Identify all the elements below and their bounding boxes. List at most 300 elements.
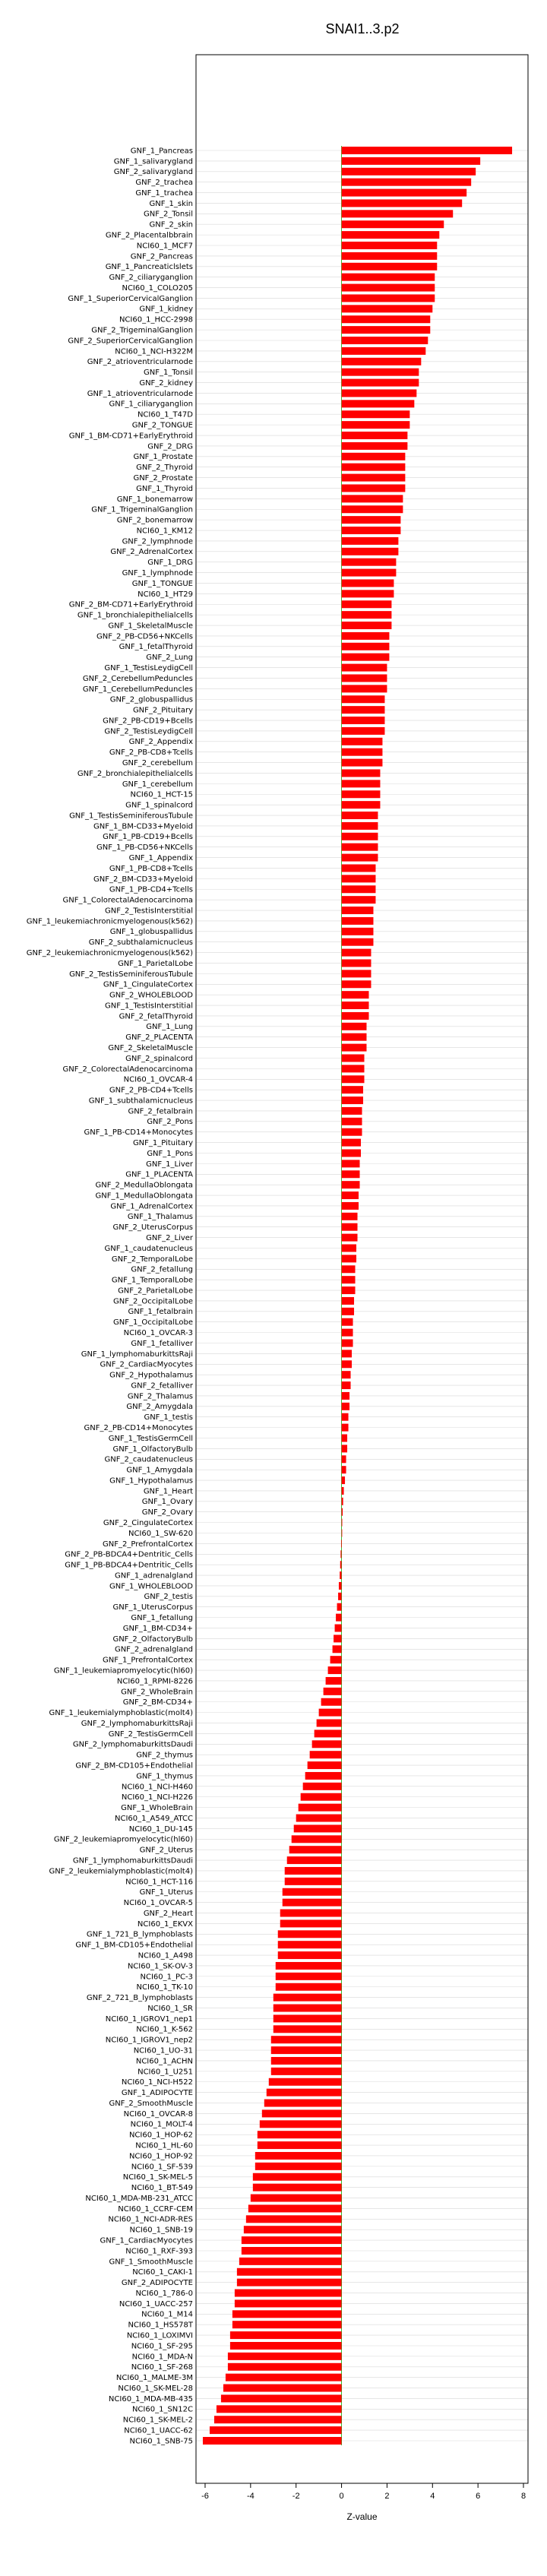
bar bbox=[342, 622, 392, 629]
category-label: GNF_2_CerebellumPeduncles bbox=[82, 674, 193, 683]
category-label: GNF_1_UterusCorpus bbox=[112, 1603, 193, 1612]
bar bbox=[342, 1213, 358, 1220]
category-label: GNF_1_PLACENTA bbox=[125, 1170, 193, 1179]
category-label: GNF_2_ColorectalAdenocarcinoma bbox=[62, 1065, 193, 1074]
bar bbox=[342, 653, 390, 661]
bar bbox=[342, 432, 408, 439]
bars bbox=[203, 147, 512, 2445]
category-label: NCI60_1_COLO205 bbox=[122, 283, 193, 293]
category-label: NCI60_1_SK-MEL-2 bbox=[122, 2416, 193, 2425]
category-label: GNF_1_leukemiapromyelocytic(hl60) bbox=[53, 1666, 193, 1676]
bar bbox=[342, 474, 406, 482]
category-label: GNF_1_CingulateCortex bbox=[103, 980, 193, 989]
category-label: GNF_2_BM-CD71+EarlyErythroid bbox=[68, 600, 193, 609]
bar bbox=[342, 1435, 347, 1442]
category-label: GNF_2_TrigeminalGanglion bbox=[91, 326, 193, 335]
category-label: GNF_2_bonemarrow bbox=[116, 516, 193, 525]
bar bbox=[342, 738, 383, 745]
bar bbox=[342, 231, 440, 239]
bar bbox=[276, 1983, 342, 1991]
category-label: NCI60_1_NCI-ADR-RES bbox=[108, 2215, 193, 2224]
x-tick-label: 8 bbox=[520, 2492, 526, 2501]
category-label: GNF_1_BM-CD105+Endothelial bbox=[75, 1941, 193, 1950]
bar bbox=[342, 1054, 365, 1062]
category-label: GNF_1_Pituitary bbox=[132, 1139, 193, 1148]
category-label: GNF_2_salivarygland bbox=[113, 168, 193, 177]
category-label: GNF_1_Thalamus bbox=[127, 1213, 193, 1222]
category-label: NCI60_1_SK-MEL-28 bbox=[118, 2384, 193, 2393]
category-label: NCI60_1_UACC-62 bbox=[124, 2426, 193, 2435]
category-label: NCI60_1_HCT-116 bbox=[125, 1878, 193, 1887]
category-label: GNF_1_testis bbox=[144, 1413, 193, 1422]
bar bbox=[342, 632, 390, 640]
category-label: GNF_1_TrigeminalGanglion bbox=[91, 505, 193, 514]
category-label: GNF_1_bronchialepithelialcells bbox=[77, 611, 193, 620]
bar bbox=[255, 2152, 342, 2160]
category-label: GNF_1_SmoothMuscle bbox=[109, 2258, 193, 2267]
category-label: GNF_1_Thyroid bbox=[136, 484, 193, 493]
bar bbox=[223, 2385, 342, 2392]
category-label: GNF_2_PrefrontalCortex bbox=[103, 1540, 193, 1549]
bar bbox=[312, 1740, 342, 1748]
category-label: NCI60_1_ACHN bbox=[135, 2057, 193, 2066]
category-label: GNF_1_caudatenucleus bbox=[104, 1244, 193, 1253]
bar bbox=[342, 1508, 343, 1516]
category-label: NCI60_1_RXF-393 bbox=[125, 2247, 193, 2256]
category-label: NCI60_1_IGROV1_nep1 bbox=[105, 2014, 193, 2024]
bar bbox=[276, 1973, 342, 1980]
category-label: GNF_2_CingulateCortex bbox=[103, 1519, 193, 1528]
bar bbox=[342, 421, 410, 429]
category-label: GNF_1_Pons bbox=[147, 1149, 193, 1158]
bar bbox=[342, 759, 383, 767]
category-label: NCI60_1_KM12 bbox=[136, 527, 193, 536]
bar bbox=[342, 147, 512, 154]
category-label: GNF_1_721_B_lymphoblasts bbox=[86, 1930, 193, 1939]
bar bbox=[342, 1097, 363, 1104]
bar bbox=[244, 2226, 342, 2233]
bar bbox=[280, 1910, 342, 1917]
category-label: NCI60_1_EKVX bbox=[137, 1919, 193, 1929]
category-label: GNF_2_Pons bbox=[147, 1118, 193, 1127]
category-label: GNF_1_fetallung bbox=[131, 1614, 193, 1623]
bar bbox=[274, 2014, 342, 2022]
bar bbox=[342, 1476, 345, 1484]
category-label: GNF_1_Pancreas bbox=[130, 147, 193, 156]
category-label: NCI60_1_SF-268 bbox=[131, 2363, 193, 2372]
category-label: NCI60_1_SF-295 bbox=[131, 2342, 193, 2351]
category-label: GNF_1_AdrenalCortex bbox=[110, 1202, 193, 1211]
bar bbox=[330, 1656, 342, 1663]
bar bbox=[342, 1424, 349, 1432]
bar bbox=[340, 1561, 342, 1568]
bar bbox=[342, 305, 433, 312]
category-label: GNF_2_DRG bbox=[147, 442, 193, 451]
category-label: GNF_1_TONGUE bbox=[131, 579, 193, 588]
category-label: GNF_2_721_B_lymphoblasts bbox=[86, 1994, 193, 2003]
category-label: GNF_2_CardiacMyocytes bbox=[100, 1360, 193, 1369]
bar bbox=[342, 938, 374, 946]
bar bbox=[342, 1371, 351, 1378]
bar bbox=[235, 2290, 342, 2297]
bar bbox=[342, 1340, 353, 1347]
bar bbox=[342, 833, 378, 840]
bar bbox=[342, 674, 387, 682]
category-label: GNF_2_lymphnode bbox=[122, 537, 193, 546]
category-label: NCI60_1_CCRF-CEM bbox=[118, 2204, 193, 2214]
category-label: GNF_2_WHOLEBLOOD bbox=[109, 991, 193, 1000]
bar bbox=[342, 1318, 353, 1326]
bar bbox=[342, 928, 374, 935]
bar bbox=[269, 2078, 342, 2086]
bar bbox=[271, 2046, 342, 2054]
bar bbox=[328, 1666, 342, 1674]
bar bbox=[342, 379, 419, 387]
bar bbox=[336, 1614, 341, 1622]
bar bbox=[289, 1846, 342, 1853]
category-label: NCI60_1_DU-145 bbox=[128, 1824, 193, 1834]
bar bbox=[258, 2141, 342, 2149]
category-label: GNF_2_thymus bbox=[136, 1751, 193, 1760]
category-label: NCI60_1_RPMI-8226 bbox=[116, 1677, 193, 1686]
category-label: NCI60_1_HS578T bbox=[128, 2321, 193, 2330]
bar bbox=[342, 1455, 346, 1463]
bar bbox=[342, 1466, 346, 1473]
bar bbox=[342, 1160, 360, 1167]
bar bbox=[253, 2173, 342, 2181]
x-tick-label: 2 bbox=[384, 2492, 390, 2501]
category-label: GNF_1_Tonsil bbox=[144, 369, 193, 378]
category-label: GNF_2_TestisInterstitial bbox=[104, 907, 193, 916]
bar bbox=[342, 1297, 354, 1305]
category-label: GNF_2_PB-BDCA4+Dentritic_Cells bbox=[65, 1550, 193, 1559]
bar bbox=[340, 1550, 341, 1558]
category-label: GNF_2_BM-CD33+Myeloid bbox=[93, 875, 193, 884]
category-label: GNF_1_BM-CD33+Myeloid bbox=[93, 822, 193, 831]
category-label: GNF_1_OccipitalLobe bbox=[113, 1318, 193, 1328]
category-label: GNF_1_Lung bbox=[146, 1023, 193, 1032]
bar bbox=[342, 1191, 359, 1199]
category-label: GNF_2_lymphomaburkittsDaudi bbox=[72, 1740, 193, 1749]
category-label: GNF_2_leukemialymphoblastic(molt4) bbox=[49, 1867, 193, 1876]
category-label: GNF_1_fetalliver bbox=[131, 1339, 193, 1348]
bar bbox=[226, 2374, 342, 2381]
bar bbox=[253, 2184, 342, 2191]
bar bbox=[285, 1867, 342, 1875]
bar bbox=[342, 1244, 356, 1252]
category-label: GNF_1_TestisLeydigCell bbox=[104, 663, 193, 672]
x-tick-label: 0 bbox=[339, 2492, 344, 2501]
bar bbox=[342, 1276, 356, 1283]
bar bbox=[342, 959, 372, 967]
category-label: GNF_1_skin bbox=[149, 199, 193, 208]
bar bbox=[342, 337, 428, 344]
x-tick-label: -6 bbox=[201, 2492, 209, 2501]
category-label: GNF_1_Pancreaticlslets bbox=[105, 263, 193, 272]
bar bbox=[333, 1645, 342, 1653]
bar bbox=[342, 600, 392, 608]
bar bbox=[262, 2109, 342, 2117]
bar bbox=[342, 1498, 343, 1505]
bar bbox=[342, 1413, 349, 1421]
bar bbox=[342, 537, 399, 545]
category-label: NCI60_1_NCI-H460 bbox=[121, 1783, 193, 1792]
category-label: NCI60_1_SF-539 bbox=[131, 2163, 193, 2172]
bar bbox=[210, 2426, 342, 2434]
category-label: GNF_1_trachea bbox=[135, 188, 193, 198]
bar bbox=[342, 896, 376, 903]
bar bbox=[342, 1360, 352, 1368]
category-label: GNF_1_PB-BDCA4+Dentritic_Cells bbox=[65, 1561, 193, 1570]
category-label: NCI60_1_U251 bbox=[138, 2068, 193, 2077]
bar bbox=[342, 1075, 365, 1083]
category-label: GNF_2_ADIPOCYTE bbox=[121, 2279, 193, 2288]
bar bbox=[324, 1688, 342, 1695]
category-label: NCI60_1_HCT-15 bbox=[130, 790, 193, 799]
category-label: GNF_2_TestisSeminiferousTubule bbox=[69, 970, 193, 979]
bar bbox=[342, 643, 390, 650]
bar bbox=[278, 1941, 342, 1948]
category-label: GNF_1_thymus bbox=[136, 1772, 193, 1781]
category-label: NCI60_1_BT-549 bbox=[131, 2184, 193, 2193]
category-label: NCI60_1_MDA-MB-231_ATCC bbox=[85, 2194, 193, 2203]
bar bbox=[342, 843, 378, 851]
bar bbox=[342, 1530, 343, 1537]
bar bbox=[217, 2405, 342, 2413]
category-label: GNF_2_Liver bbox=[146, 1234, 193, 1243]
bar bbox=[342, 569, 397, 577]
category-label: GNF_1_Prostate bbox=[133, 453, 193, 462]
bar bbox=[342, 410, 410, 418]
category-label: GNF_2_TONGUE bbox=[131, 421, 193, 430]
category-label: GNF_1_Uterus bbox=[139, 1888, 193, 1897]
category-label: GNF_1_kidney bbox=[139, 305, 193, 314]
bar bbox=[342, 590, 394, 597]
bar bbox=[271, 2057, 342, 2065]
category-label: NCI60_1_A549_ATCC bbox=[115, 1814, 193, 1823]
category-label: NCI60_1_OVCAR-4 bbox=[123, 1075, 193, 1084]
category-label: GNF_1_Appendix bbox=[128, 853, 193, 862]
category-label: GNF_2_SkeletalMuscle bbox=[108, 1043, 193, 1052]
bar bbox=[342, 274, 435, 281]
bar bbox=[342, 664, 387, 672]
bar bbox=[342, 484, 406, 492]
bar bbox=[274, 1994, 342, 2002]
category-label: GNF_2_Ovary bbox=[141, 1508, 193, 1517]
bar bbox=[287, 1856, 342, 1864]
bar bbox=[342, 885, 376, 893]
category-label: NCI60_1_CAKI-1 bbox=[132, 2268, 193, 2277]
category-label: GNF_1_PB-CD14+Monocytes bbox=[84, 1128, 193, 1138]
category-label: GNF_1_PB-CD4+Tcells bbox=[109, 885, 193, 894]
bar bbox=[342, 369, 419, 376]
category-label: GNF_1_Amygdala bbox=[126, 1466, 193, 1475]
bar bbox=[342, 453, 406, 460]
bar bbox=[342, 970, 372, 977]
category-label: NCI60_1_IGROV1_nep2 bbox=[105, 2036, 193, 2045]
category-label: GNF_1_PB-CD8+Tcells bbox=[109, 864, 193, 873]
x-tick-label: -4 bbox=[246, 2492, 255, 2501]
category-label: GNF_1_ciliaryganglion bbox=[109, 400, 193, 409]
category-label: GNF_2_PB-CD14+Monocytes bbox=[84, 1424, 193, 1433]
category-label: GNF_2_Prostate bbox=[133, 473, 193, 483]
bar bbox=[342, 1170, 360, 1178]
bar bbox=[338, 1593, 341, 1600]
bar bbox=[294, 1824, 342, 1832]
category-label: GNF_2_spinalcord bbox=[125, 1054, 193, 1063]
bar bbox=[342, 1065, 365, 1072]
category-label: GNF_2_MedullaOblongata bbox=[95, 1181, 193, 1190]
bar bbox=[305, 1772, 342, 1780]
bar bbox=[342, 1044, 367, 1052]
category-label: GNF_1_subthalamicnucleus bbox=[88, 1097, 193, 1106]
category-label: NCI60_1_MALME-3M bbox=[115, 2374, 193, 2383]
category-label: GNF_1_WHOLEBLOOD bbox=[109, 1582, 193, 1591]
category-label: GNF_2_Pancreas bbox=[130, 252, 193, 261]
bar bbox=[342, 801, 381, 809]
bar bbox=[342, 1128, 362, 1136]
bar bbox=[342, 579, 394, 587]
category-label: GNF_2_Appendix bbox=[128, 738, 193, 747]
category-label: NCI60_1_786-0 bbox=[135, 2289, 193, 2298]
bar bbox=[342, 516, 401, 524]
bar bbox=[342, 548, 399, 555]
x-tick-label: -2 bbox=[292, 2492, 300, 2501]
bar bbox=[342, 822, 378, 830]
category-label: GNF_2_skin bbox=[149, 220, 193, 229]
category-label: NCI60_1_PC-3 bbox=[140, 1973, 193, 1982]
bar bbox=[317, 1720, 342, 1727]
bar bbox=[235, 2299, 342, 2307]
category-label: NCI60_1_MDA-N bbox=[131, 2353, 193, 2362]
category-label: GNF_2_TestisGermCell bbox=[108, 1729, 193, 1739]
category-label: GNF_1_TemporalLobe bbox=[111, 1276, 193, 1285]
category-label: GNF_2_cerebellum bbox=[122, 758, 193, 767]
bar bbox=[342, 769, 381, 777]
bar bbox=[342, 685, 387, 692]
bar bbox=[230, 2331, 342, 2339]
category-label: GNF_1_lymphomaburkittsRaji bbox=[81, 1350, 193, 1359]
category-label: GNF_1_ParietalLobe bbox=[118, 959, 193, 968]
category-label: GNF_1_adrenalgland bbox=[114, 1571, 193, 1581]
category-label: GNF_2_Pituitary bbox=[132, 706, 193, 715]
category-label: NCI60_1_SW-620 bbox=[128, 1529, 193, 1538]
x-axis-label: Z-value bbox=[346, 2511, 378, 2522]
category-label: GNF_1_leukemiachronicmyelogenous(k562) bbox=[26, 917, 193, 926]
category-label: GNF_1_cerebellum bbox=[122, 780, 193, 789]
bar bbox=[342, 199, 463, 207]
bar bbox=[221, 2394, 342, 2402]
category-label: GNF_2_WholeBrain bbox=[121, 1688, 193, 1697]
category-label: NCI60_1_UO-31 bbox=[133, 2046, 193, 2055]
bar bbox=[319, 1709, 342, 1717]
category-label: GNF_1_atrioventricularnode bbox=[87, 389, 193, 398]
category-label: GNF_2_Thalamus bbox=[127, 1392, 193, 1401]
category-label: GNF_2_fetalliver bbox=[131, 1381, 193, 1391]
bar bbox=[214, 2416, 342, 2423]
category-label: GNF_2_BM-CD34+ bbox=[122, 1698, 193, 1707]
bar bbox=[342, 1286, 356, 1294]
category-label: GNF_2_TemporalLobe bbox=[111, 1255, 193, 1264]
bar bbox=[340, 1571, 341, 1579]
category-label: NCI60_1_A498 bbox=[138, 1951, 193, 1960]
category-label: GNF_2_Tonsil bbox=[144, 210, 193, 219]
bar bbox=[260, 2120, 342, 2128]
bar bbox=[264, 2100, 342, 2107]
bar bbox=[342, 168, 476, 176]
category-label: GNF_2_Hypothalamus bbox=[109, 1371, 193, 1380]
bar bbox=[342, 1107, 362, 1115]
category-label: GNF_2_PB-CD19+Bcells bbox=[103, 717, 193, 726]
bar bbox=[342, 505, 403, 513]
category-label: GNF_1_lymphomaburkittsDaudi bbox=[72, 1856, 193, 1866]
category-label: GNF_1_TestisInterstitial bbox=[104, 1002, 193, 1011]
category-label: GNF_1_ColorectalAdenocarcinoma bbox=[62, 896, 193, 905]
bar bbox=[342, 495, 403, 502]
category-label: GNF_1_TestisGermCell bbox=[108, 1434, 193, 1443]
category-label: GNF_2_lymphomaburkittsRaji bbox=[81, 1719, 193, 1728]
category-label: GNF_1_Ovary bbox=[141, 1498, 193, 1507]
category-label: NCI60_1_UACC-257 bbox=[119, 2299, 193, 2309]
category-label: GNF_1_Hypothalamus bbox=[109, 1476, 193, 1486]
category-label: GNF_2_bronchialepithelialcells bbox=[77, 769, 193, 778]
bar bbox=[342, 1033, 367, 1041]
category-label: GNF_2_PLACENTA bbox=[125, 1033, 193, 1043]
category-label: GNF_2_Heart bbox=[143, 1909, 193, 1918]
category-label: GNF_1_leukemialymphoblastic(molt4) bbox=[49, 1709, 193, 1718]
bar bbox=[271, 2068, 342, 2075]
category-label: GNF_2_SmoothMuscle bbox=[109, 2099, 193, 2108]
bar bbox=[342, 326, 431, 334]
category-label: GNF_2_Lung bbox=[146, 653, 193, 663]
bar bbox=[242, 2236, 342, 2244]
x-tick-label: 6 bbox=[476, 2492, 481, 2501]
bar bbox=[248, 2204, 342, 2212]
category-label: NCI60_1_SNB-75 bbox=[129, 2437, 193, 2446]
bar bbox=[341, 1540, 342, 1547]
category-label: GNF_1_OlfactoryBulb bbox=[112, 1445, 193, 1454]
bar bbox=[342, 1265, 356, 1273]
bar bbox=[283, 1888, 342, 1896]
bar bbox=[342, 1350, 352, 1357]
bar bbox=[342, 1445, 347, 1452]
category-label: NCI60_1_OVCAR-5 bbox=[123, 1899, 193, 1908]
bar bbox=[342, 210, 454, 217]
category-label: GNF_1_BM-CD34+ bbox=[122, 1624, 193, 1633]
bar bbox=[342, 1308, 354, 1315]
category-label: GNF_2_ciliaryganglion bbox=[109, 274, 193, 283]
category-label: GNF_1_PrefrontalCortex bbox=[103, 1656, 193, 1665]
bar bbox=[342, 854, 378, 862]
bar bbox=[342, 717, 385, 724]
bar bbox=[342, 1012, 369, 1020]
category-label: GNF_2_caudatenucleus bbox=[104, 1455, 193, 1464]
category-label: GNF_1_TestisSeminiferousTubule bbox=[69, 812, 193, 821]
bar bbox=[342, 1002, 369, 1009]
category-label: NCI60_1_TK-10 bbox=[136, 1983, 193, 1992]
category-label: NCI60_1_M14 bbox=[141, 2310, 193, 2319]
x-axis bbox=[201, 2483, 526, 2501]
bar bbox=[342, 252, 438, 260]
bar bbox=[342, 179, 472, 186]
bar bbox=[342, 748, 383, 756]
category-label: NCI60_1_MCF7 bbox=[136, 242, 193, 251]
chart-title: SNAI1..3.p2 bbox=[325, 21, 400, 36]
bar bbox=[342, 220, 444, 228]
category-label: GNF_2_OlfactoryBulb bbox=[112, 1635, 193, 1644]
category-label: GNF_1_PB-CD56+NKCells bbox=[96, 843, 193, 853]
bar bbox=[276, 1962, 342, 1970]
